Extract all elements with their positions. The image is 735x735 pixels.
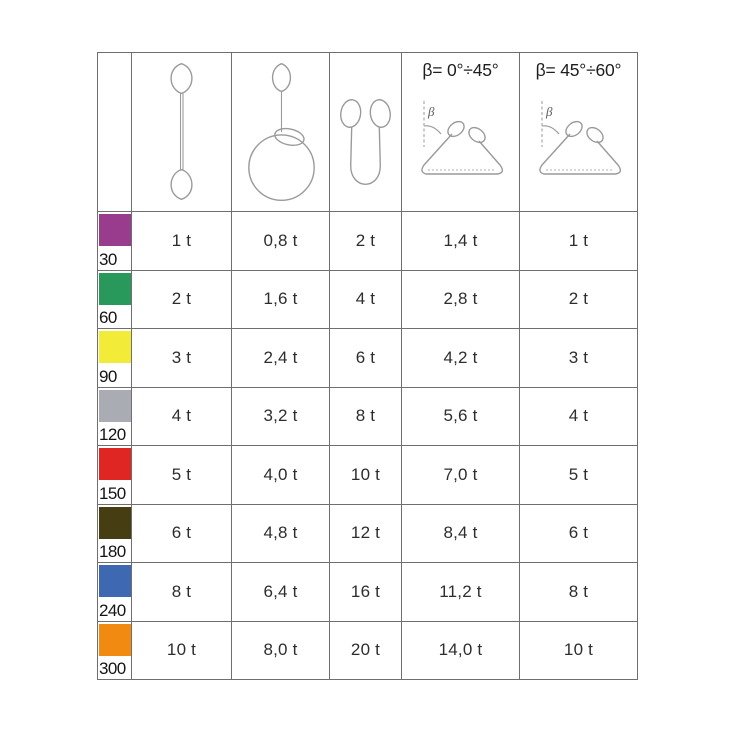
color-swatch-red: [99, 448, 131, 480]
capacity-cell: 8 t: [520, 563, 638, 622]
color-swatch-brown: [99, 507, 131, 539]
angle-range-label: β= 45°÷60°: [535, 60, 622, 80]
capacity-cell: 12 t: [330, 505, 402, 564]
sling-capacity-table: [97, 52, 638, 680]
capacity-cell: 8 t: [330, 388, 402, 447]
header-choke-hitch-cell: [232, 53, 330, 212]
capacity-cell: 10 t: [520, 622, 638, 681]
capacity-cell: 4 t: [520, 388, 638, 447]
capacity-cell: 14,0 t: [402, 622, 520, 681]
color-swatch-purple: [99, 214, 131, 246]
capacity-cell: 11,2 t: [402, 563, 520, 622]
capacity-cell: 4 t: [132, 388, 232, 447]
capacity-cell: 10 t: [132, 622, 232, 681]
beta-symbol: β: [427, 104, 434, 119]
single-leg-sling-icon: [132, 56, 231, 208]
capacity-cell: 8 t: [132, 563, 232, 622]
capacity-cell: 4,2 t: [402, 329, 520, 388]
capacity-cell: 6 t: [520, 505, 638, 564]
width-label: 90: [99, 366, 117, 386]
header-corner-cell: [98, 53, 132, 212]
width-label: 30: [99, 249, 117, 269]
row-header-300: [98, 622, 132, 681]
capacity-cell: 1,4 t: [402, 212, 520, 271]
color-swatch-yellow: [99, 331, 131, 363]
color-swatch-orange: [99, 624, 131, 656]
capacity-cell: 3 t: [520, 329, 638, 388]
header-single-leg-cell: [132, 53, 232, 212]
capacity-cell: 10 t: [330, 446, 402, 505]
capacity-cell: 2,8 t: [402, 271, 520, 330]
beta-symbol: β: [545, 104, 552, 119]
color-swatch-grey: [99, 390, 131, 422]
capacity-cell: 4,8 t: [232, 505, 330, 564]
capacity-cell: 4 t: [330, 271, 402, 330]
row-header-240: [98, 563, 132, 622]
capacity-cell: 6 t: [330, 329, 402, 388]
row-header-60: [98, 271, 132, 330]
two-leg-angle-sling-icon: [407, 95, 515, 187]
color-swatch-green: [99, 273, 131, 305]
width-label: 120: [99, 425, 126, 445]
width-label: 240: [99, 600, 126, 620]
header-basket-hitch-cell: [330, 53, 402, 212]
capacity-cell: 1,6 t: [232, 271, 330, 330]
capacity-cell: 1 t: [132, 212, 232, 271]
header-angle-0-45-cell: [402, 53, 520, 212]
width-label: 150: [99, 483, 126, 503]
row-header-120: [98, 388, 132, 447]
capacity-cell: 1 t: [520, 212, 638, 271]
capacity-cell: 2 t: [132, 271, 232, 330]
color-swatch-blue: [99, 565, 131, 597]
angle-range-label: β= 0°÷45°: [422, 60, 499, 80]
capacity-cell: 20 t: [330, 622, 402, 681]
capacity-cell: 7,0 t: [402, 446, 520, 505]
row-header-30: [98, 212, 132, 271]
row-header-150: [98, 446, 132, 505]
row-header-90: [98, 329, 132, 388]
capacity-cell: 5 t: [132, 446, 232, 505]
header-angle-45-60-cell: [520, 53, 638, 212]
capacity-cell: 2,4 t: [232, 329, 330, 388]
basket-hitch-sling-icon: [330, 90, 401, 208]
capacity-cell: 6,4 t: [232, 563, 330, 622]
width-label: 60: [99, 308, 117, 328]
capacity-cell: 8,4 t: [402, 505, 520, 564]
capacity-cell: 2 t: [520, 271, 638, 330]
capacity-cell: 3,2 t: [232, 388, 330, 447]
capacity-cell: 5 t: [520, 446, 638, 505]
row-header-180: [98, 505, 132, 564]
width-label: 180: [99, 542, 126, 562]
capacity-cell: 16 t: [330, 563, 402, 622]
capacity-cell: 6 t: [132, 505, 232, 564]
capacity-cell: 8,0 t: [232, 622, 330, 681]
capacity-cell: 2 t: [330, 212, 402, 271]
capacity-cell: 4,0 t: [232, 446, 330, 505]
capacity-cell: 5,6 t: [402, 388, 520, 447]
width-label: 300: [99, 659, 126, 679]
choke-hitch-sling-icon: [232, 56, 329, 208]
two-leg-angle-sling-icon: [525, 95, 633, 187]
capacity-cell: 0,8 t: [232, 212, 330, 271]
capacity-cell: 3 t: [132, 329, 232, 388]
